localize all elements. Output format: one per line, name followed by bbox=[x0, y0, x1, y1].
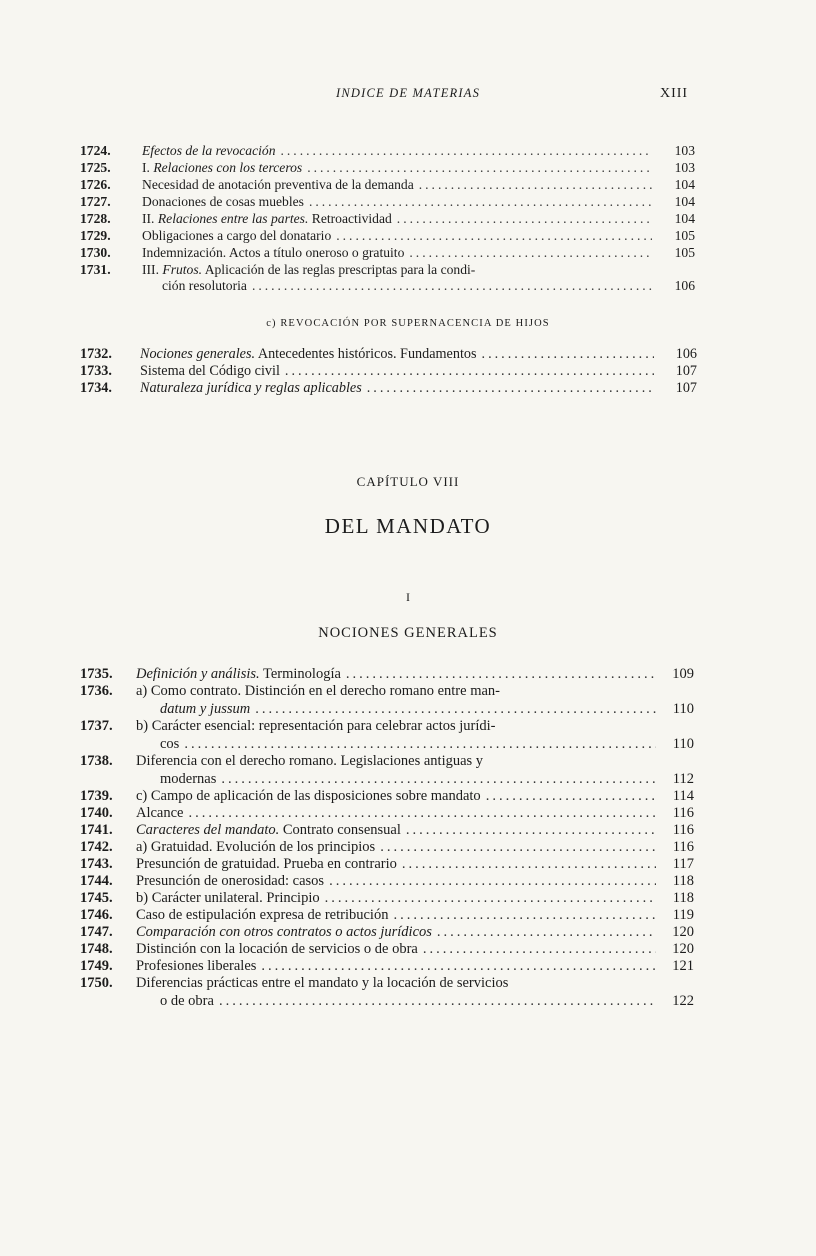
entry-number: 1736. bbox=[80, 683, 113, 699]
entry-number: 1731. bbox=[80, 262, 111, 277]
dot-leader bbox=[214, 993, 656, 1010]
entry-text bbox=[136, 753, 483, 770]
entry-text bbox=[140, 363, 280, 380]
entry-number: 1733. bbox=[80, 363, 112, 379]
dot-leader bbox=[331, 228, 652, 244]
entry-text bbox=[142, 143, 276, 159]
entry-text-main: Sistema del Código civil bbox=[140, 363, 280, 379]
entry-text-main: ción resolutoria bbox=[162, 278, 247, 293]
dot-leader bbox=[392, 211, 652, 227]
page-reference: 104 bbox=[674, 211, 695, 226]
running-header-title: INDICE DE MATERIAS bbox=[335, 86, 481, 100]
page-reference: 105 bbox=[674, 228, 695, 243]
entry-number: 1734. bbox=[80, 380, 112, 396]
page-reference: 103 bbox=[674, 143, 695, 158]
page-reference: 120 bbox=[672, 924, 694, 940]
page-reference: 109 bbox=[672, 666, 694, 682]
entry-text bbox=[142, 177, 414, 193]
entry-text bbox=[142, 262, 475, 278]
entry-text bbox=[136, 924, 432, 941]
entry-text-main: o de obra bbox=[160, 993, 214, 1009]
entry-text-main: Obligaciones a cargo del donatario bbox=[142, 228, 332, 243]
entry-line bbox=[140, 363, 654, 380]
entry-text-main: Profesiones liberales bbox=[136, 958, 257, 974]
page-reference: 119 bbox=[672, 907, 694, 923]
toc-entry bbox=[0, 194, 816, 211]
entry-text-main: Aplicación de las reglas prescriptas para la condi- bbox=[202, 262, 476, 277]
page-reference: 107 bbox=[675, 363, 697, 379]
entry-line bbox=[136, 856, 656, 873]
entry-number: 1729. bbox=[80, 228, 111, 243]
entry-number: 1749. bbox=[80, 958, 113, 974]
page-number: XIII bbox=[660, 86, 689, 101]
entry-number: 1742. bbox=[80, 839, 113, 855]
entry-text-italic: Nociones generales. bbox=[140, 346, 256, 362]
entry-number: 1750. bbox=[80, 975, 113, 991]
entry-text-main: Necesidad de anotación preventiva de la demanda bbox=[142, 177, 414, 192]
entry-line bbox=[136, 941, 656, 958]
entry-line bbox=[142, 262, 652, 278]
section-title: NOCIONES GENERALES bbox=[318, 625, 498, 641]
entry-line bbox=[136, 753, 656, 770]
entry-text-main: cos bbox=[160, 736, 180, 752]
toc-entry bbox=[0, 363, 816, 380]
dot-leader bbox=[184, 805, 657, 822]
entry-line bbox=[136, 873, 656, 890]
toc-entry bbox=[0, 177, 816, 194]
entry-line bbox=[142, 194, 652, 210]
dot-leader bbox=[362, 380, 654, 397]
entry-text bbox=[136, 941, 418, 958]
entry-text bbox=[136, 873, 324, 890]
toc-entry bbox=[0, 262, 816, 293]
page-reference: 118 bbox=[672, 890, 694, 906]
entry-line bbox=[136, 958, 656, 975]
page-reference: 104 bbox=[674, 177, 695, 192]
dot-leader bbox=[179, 736, 656, 753]
entry-text bbox=[136, 718, 495, 735]
entry-number: 1746. bbox=[80, 907, 113, 923]
entry-text bbox=[140, 380, 362, 397]
page-reference: 114 bbox=[672, 788, 694, 804]
entry-line bbox=[136, 822, 656, 839]
entry-text bbox=[136, 975, 508, 992]
entry-text-main: a) Como contrato. Distinción en el derecho romano entre man- bbox=[136, 683, 500, 699]
entry-line bbox=[136, 907, 656, 924]
entry-text bbox=[142, 228, 331, 244]
page-reference: 110 bbox=[672, 701, 694, 717]
entry-text-prefix: II. bbox=[142, 211, 158, 226]
entry-number: 1727. bbox=[80, 194, 111, 209]
entry-number: 1743. bbox=[80, 856, 113, 872]
entry-text bbox=[142, 160, 302, 176]
dot-leader bbox=[388, 907, 656, 924]
entry-line bbox=[142, 228, 652, 244]
dot-leader bbox=[324, 873, 656, 890]
toc-entry bbox=[0, 245, 816, 262]
entry-number: 1740. bbox=[80, 805, 113, 821]
entry-text-italic: Relaciones con los terceros bbox=[153, 160, 303, 175]
entry-line bbox=[136, 666, 656, 683]
dot-leader bbox=[341, 666, 656, 683]
page-reference: 122 bbox=[672, 993, 694, 1009]
entry-text-main: Contrato consensual bbox=[279, 822, 401, 838]
entry-text bbox=[136, 683, 500, 700]
entry-number: 1725. bbox=[80, 160, 111, 175]
toc-entry bbox=[0, 143, 816, 160]
page-reference: 105 bbox=[674, 245, 695, 260]
entry-number: 1747. bbox=[80, 924, 113, 940]
entry-number: 1728. bbox=[80, 211, 111, 226]
entry-number: 1748. bbox=[80, 941, 113, 957]
entry-text bbox=[136, 958, 256, 975]
dot-leader bbox=[397, 856, 656, 873]
entry-line-continued bbox=[162, 278, 652, 294]
entry-text-main: Indemnización. Actos a título oneroso o gratuito bbox=[142, 245, 405, 260]
entry-text bbox=[136, 856, 397, 873]
entry-text-main: Antecedentes históricos. Fundamentos bbox=[255, 346, 477, 362]
entry-text bbox=[142, 211, 392, 227]
entry-line bbox=[136, 890, 656, 907]
entry-line bbox=[142, 160, 652, 176]
entry-text bbox=[136, 666, 341, 683]
entry-line bbox=[142, 245, 652, 261]
entry-line bbox=[136, 924, 656, 941]
entry-text-italic: Efectos de la revocación bbox=[142, 143, 276, 158]
dot-leader bbox=[477, 346, 654, 363]
entry-text bbox=[140, 346, 477, 363]
entry-line bbox=[142, 143, 652, 159]
dot-leader bbox=[418, 941, 656, 958]
entry-text-italic: Naturaleza jurídica y reglas aplicables bbox=[140, 380, 362, 396]
entry-text-continued bbox=[160, 993, 214, 1010]
dot-leader bbox=[247, 278, 652, 294]
dot-leader bbox=[414, 177, 652, 193]
entry-text-continued bbox=[160, 736, 179, 753]
page-reference: 110 bbox=[672, 736, 694, 752]
entry-text-prefix: I. bbox=[142, 160, 154, 175]
entry-line bbox=[136, 788, 656, 805]
dot-leader bbox=[256, 958, 656, 975]
entry-text-italic: datum y jussum bbox=[160, 701, 251, 717]
entry-text-main: Presunción de onerosidad: casos bbox=[136, 873, 325, 889]
entry-text-main: a) Gratuidad. Evolución de los principios bbox=[136, 839, 376, 855]
entry-line bbox=[136, 718, 656, 735]
dot-leader bbox=[481, 788, 656, 805]
entry-number: 1735. bbox=[80, 666, 113, 682]
entry-number: 1744. bbox=[80, 873, 113, 889]
entry-text-italic: Frutos. bbox=[162, 262, 203, 277]
section-numeral: I bbox=[406, 590, 410, 604]
entry-number: 1730. bbox=[80, 245, 111, 260]
page-reference: 121 bbox=[672, 958, 694, 974]
entry-text bbox=[142, 245, 404, 261]
entry-line bbox=[136, 683, 656, 700]
entry-text-main: Distinción con la locación de servicios o de obra bbox=[136, 941, 418, 957]
entry-text-continued bbox=[160, 771, 216, 788]
toc-entry bbox=[0, 380, 816, 397]
entry-text bbox=[136, 788, 481, 805]
entry-text bbox=[142, 194, 304, 210]
page-reference: 116 bbox=[672, 839, 694, 855]
entry-text-italic: Definición y análisis. bbox=[136, 666, 260, 682]
entry-line bbox=[140, 380, 654, 397]
entry-number: 1732. bbox=[80, 346, 112, 362]
entry-text-continued bbox=[160, 701, 250, 718]
toc-entry bbox=[0, 346, 816, 363]
entry-line bbox=[136, 975, 656, 992]
entry-text-main: modernas bbox=[160, 771, 217, 787]
page-reference: 106 bbox=[675, 346, 697, 362]
entry-text bbox=[136, 805, 184, 822]
page-reference: 104 bbox=[674, 194, 695, 209]
entry-line bbox=[142, 211, 652, 227]
dot-leader bbox=[432, 924, 656, 941]
entry-line bbox=[140, 346, 654, 363]
entry-number: 1741. bbox=[80, 822, 113, 838]
page-reference: 106 bbox=[674, 278, 695, 293]
entry-line bbox=[136, 805, 656, 822]
entry-text-main: b) Carácter unilateral. Principio bbox=[136, 890, 320, 906]
page-reference: 120 bbox=[672, 941, 694, 957]
page-reference: 107 bbox=[675, 380, 697, 396]
dot-leader bbox=[216, 771, 656, 788]
entry-text-italic: Caracteres del mandato. bbox=[136, 822, 280, 838]
entry-number: 1737. bbox=[80, 718, 113, 734]
entry-number: 1745. bbox=[80, 890, 113, 906]
entry-line-continued bbox=[160, 993, 656, 1010]
entry-text-main: Terminología bbox=[259, 666, 341, 682]
entry-line bbox=[142, 177, 652, 193]
entry-text-continued bbox=[162, 278, 247, 294]
dot-leader bbox=[320, 890, 656, 907]
dot-leader bbox=[250, 701, 656, 718]
entry-number: 1724. bbox=[80, 143, 111, 158]
entry-text bbox=[136, 890, 320, 907]
entry-text-main: Donaciones de cosas muebles bbox=[142, 194, 304, 209]
entry-text-main: c) Campo de aplicación de las disposiciones sobre mandato bbox=[136, 788, 481, 804]
entry-text-main: Presunción de gratuidad. Prueba en contrario bbox=[136, 856, 397, 872]
toc-entry bbox=[0, 160, 816, 177]
entry-line bbox=[136, 839, 656, 856]
entry-text-main: Diferencias prácticas entre el mandato y la locación de servicios bbox=[136, 975, 509, 991]
toc-entry bbox=[0, 228, 816, 245]
entry-line-continued bbox=[160, 736, 656, 753]
entry-text-prefix: III. bbox=[142, 262, 163, 277]
page-reference: 117 bbox=[672, 856, 694, 872]
dot-leader bbox=[401, 822, 656, 839]
entry-text bbox=[136, 822, 401, 839]
page-reference: 116 bbox=[672, 822, 694, 838]
entry-text-italic: Relaciones entre las partes. bbox=[157, 211, 309, 226]
page-reference: 118 bbox=[672, 873, 694, 889]
dot-leader bbox=[404, 245, 652, 261]
chapter-heading: CAPÍTULO VIII bbox=[356, 474, 460, 489]
entry-text-main: Diferencia con el derecho romano. Legislaciones antiguas y bbox=[136, 753, 484, 769]
toc-entry bbox=[0, 211, 816, 228]
chapter-title: DEL MANDATO bbox=[324, 514, 492, 538]
entry-text-main: Alcance bbox=[136, 805, 184, 821]
dot-leader bbox=[276, 143, 653, 159]
page-reference: 116 bbox=[672, 805, 694, 821]
entry-number: 1726. bbox=[80, 177, 111, 192]
entry-line-continued bbox=[160, 701, 656, 718]
entry-number: 1739. bbox=[80, 788, 113, 804]
entry-number: 1738. bbox=[80, 753, 113, 769]
entry-text-main: Caso de estipulación expresa de retribución bbox=[136, 907, 389, 923]
dot-leader bbox=[375, 839, 656, 856]
page-reference: 112 bbox=[672, 771, 694, 787]
entry-text bbox=[136, 839, 375, 856]
subsection-heading: c) REVOCACIÓN POR SUPERNACENCIA DE HIJOS bbox=[266, 318, 550, 329]
entry-text-main: b) Carácter esencial: representación para celebrar actos jurídi- bbox=[136, 718, 496, 734]
entry-text-main: Retroactividad bbox=[308, 211, 392, 226]
dot-leader bbox=[304, 194, 652, 210]
page-reference: 103 bbox=[674, 160, 695, 175]
entry-line-continued bbox=[160, 771, 656, 788]
dot-leader bbox=[302, 160, 652, 176]
entry-text-italic: Comparación con otros contratos o actos jurídicos bbox=[136, 924, 432, 940]
entry-text bbox=[136, 907, 388, 924]
dot-leader bbox=[280, 363, 654, 380]
